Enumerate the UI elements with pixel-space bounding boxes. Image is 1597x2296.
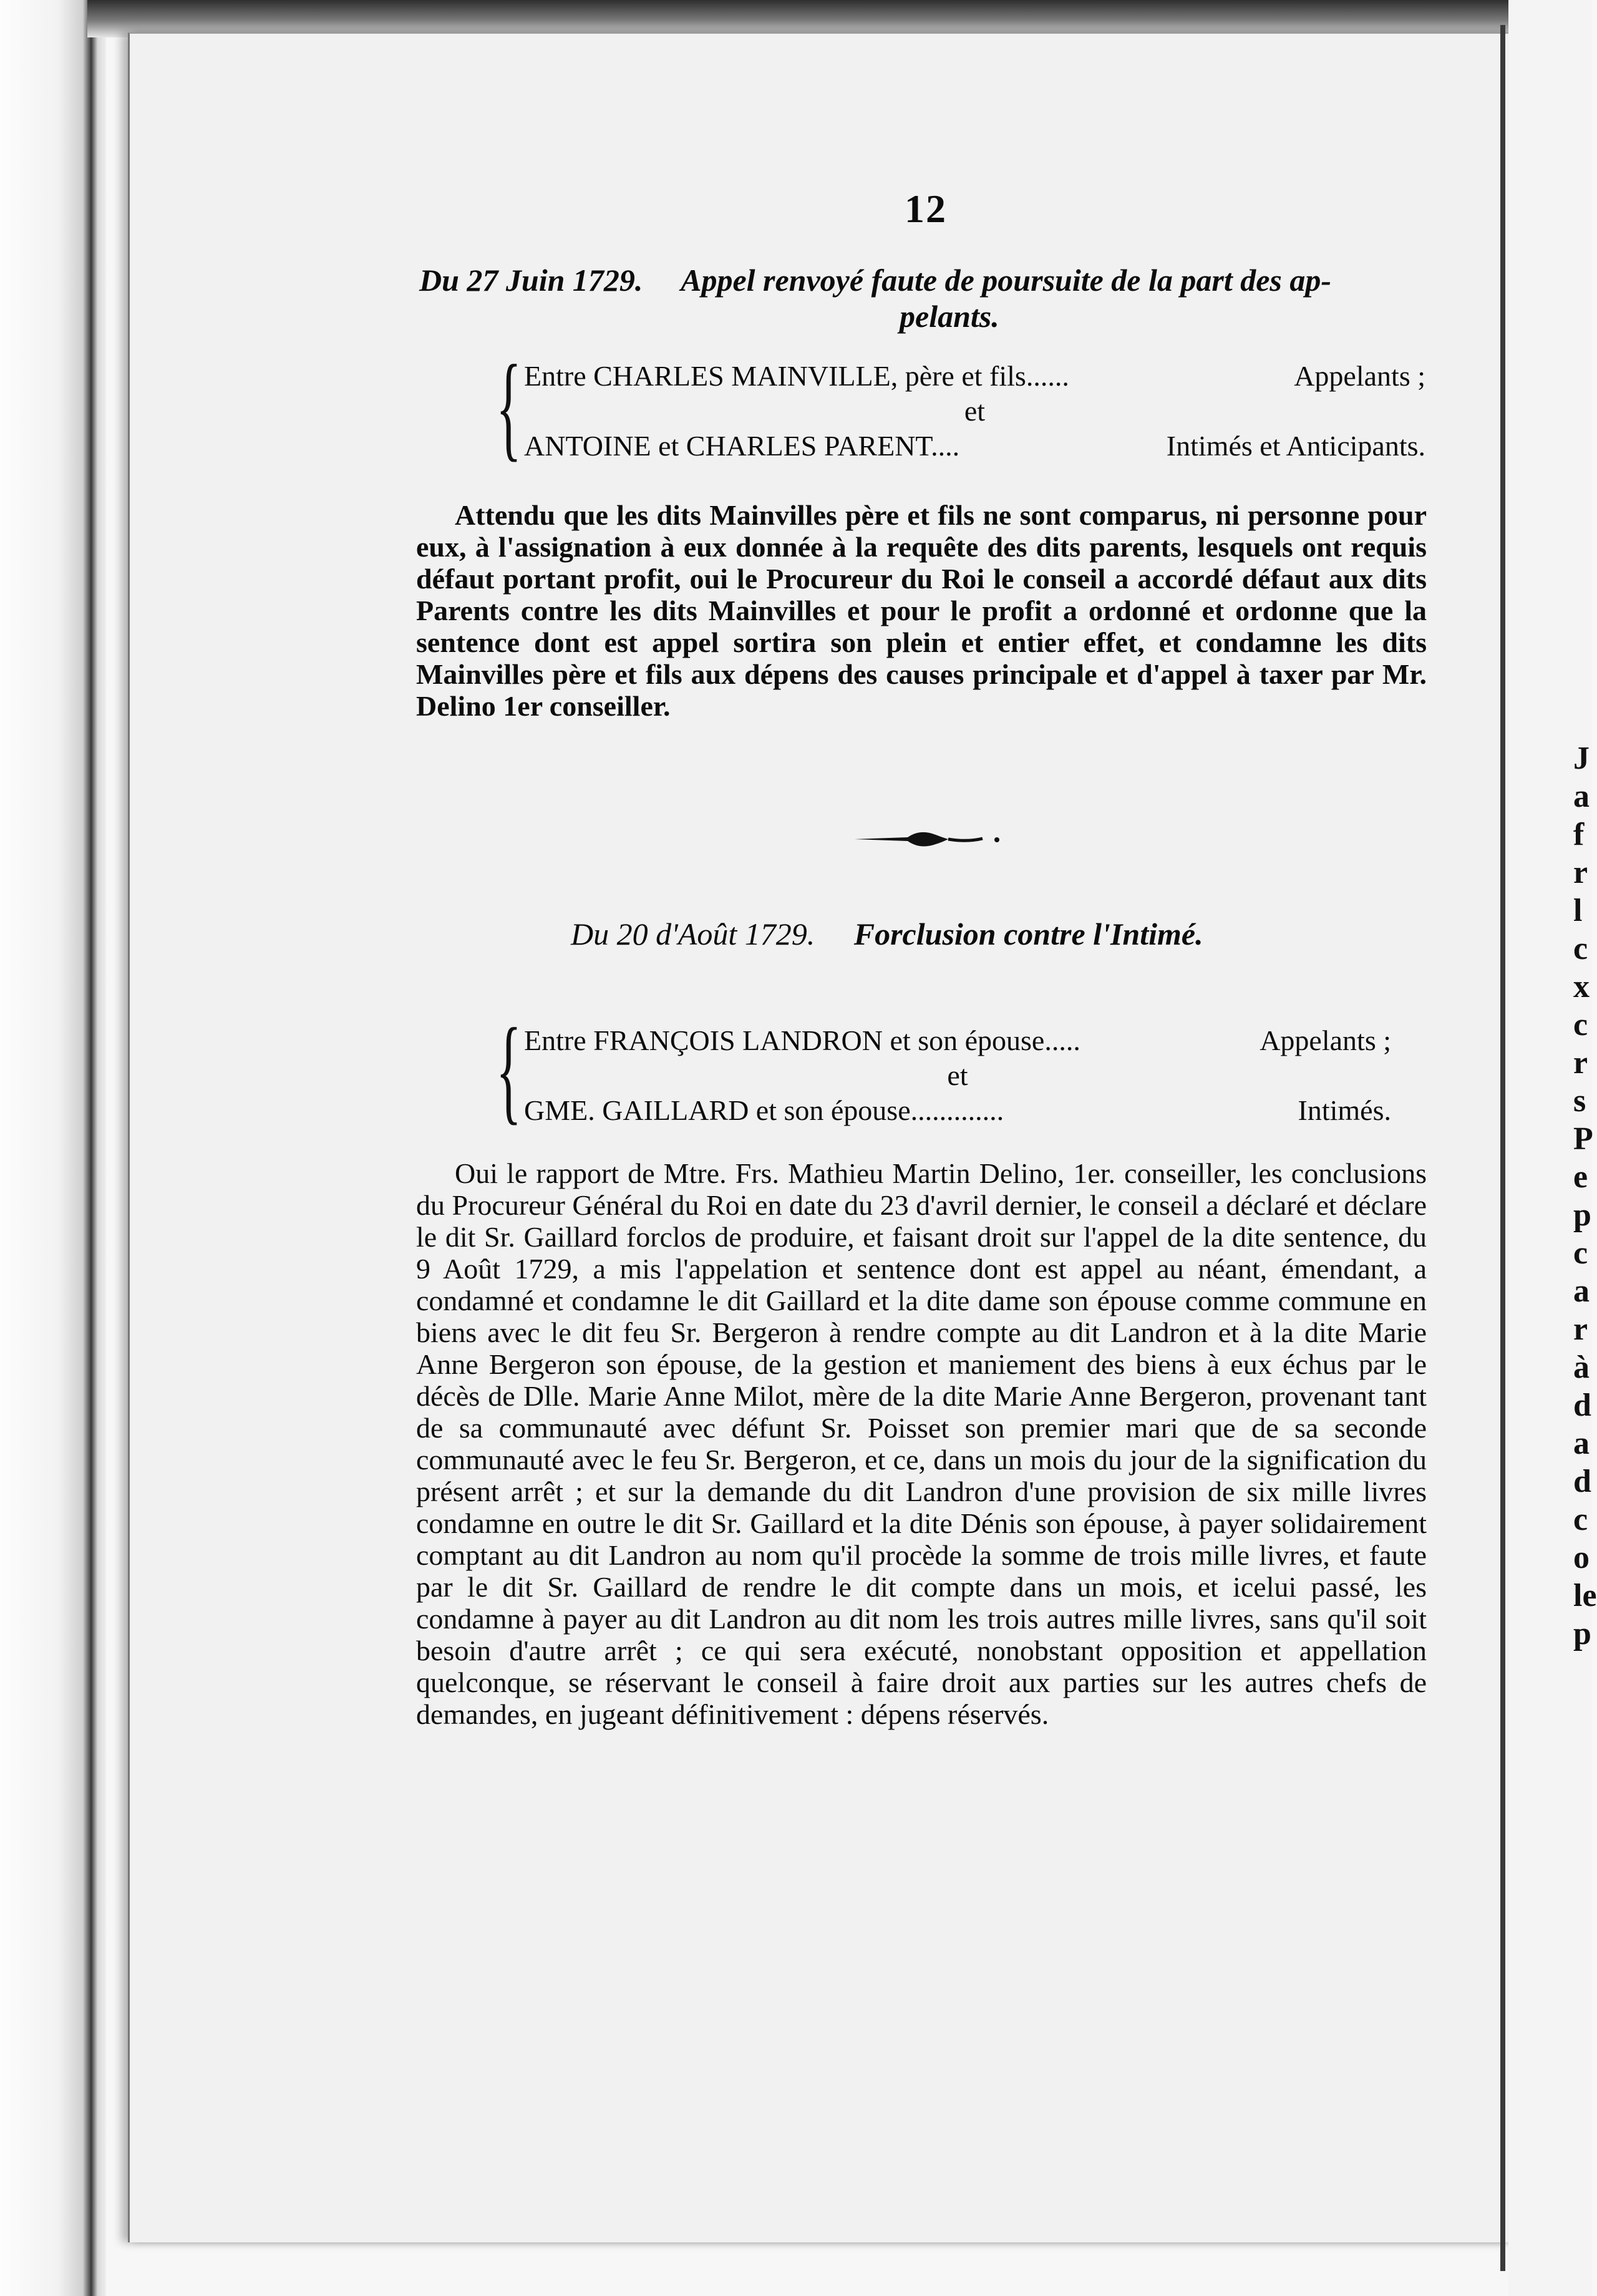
entry-title-continuation: pelants. bbox=[900, 299, 999, 334]
entry-heading bbox=[571, 916, 1382, 952]
judgment-paragraph: Attendu que les dits Mainvilles père et fils ne sont comparus, ni personne pour eux, à l'assignation à eux donnée à la requête des dits parents, lesquels ont requis défaut portant profit, oui le Procureur du Roi le conseil a accordé défaut aux dits Parents contre les dits Mainvilles et pour le profit a ordonné et ordonne que la sentence dont est appel sortira son plein et entier effet, et condamne les dits Mainvilles père et fils aux dépens des causes principale et d'appel à taxer par Mr. Delino 1er conseiller. bbox=[416, 499, 1427, 722]
page-gutter-shadow bbox=[1500, 25, 1505, 2271]
party-name: GME. GAILLARD et son épouse............. bbox=[524, 1094, 1004, 1126]
party-role: Intimés. bbox=[1298, 1094, 1391, 1126]
entry-date: Du 27 Juin 1729. bbox=[419, 263, 643, 298]
section-divider-ornament bbox=[848, 824, 1011, 855]
entry-title: Appel renvoyé faute de poursuite de la part des ap- bbox=[681, 263, 1332, 298]
party-role: Intimés et Anticipants. bbox=[1166, 430, 1425, 462]
adjacent-page-letters: J a f r l c x c r s P e p c a r à d a d c o le p bbox=[1573, 741, 1597, 1651]
party-name: Entre FRANÇOIS LANDRON et son épouse..... bbox=[524, 1024, 1080, 1056]
curly-brace-icon: { bbox=[496, 341, 522, 472]
page-number: 12 bbox=[905, 187, 947, 231]
party-conjunction: et bbox=[947, 1059, 968, 1091]
curly-brace-icon: { bbox=[496, 1004, 522, 1136]
party-respondent bbox=[524, 429, 1425, 464]
party-role: Appelants ; bbox=[1294, 360, 1425, 392]
party-name: ANTOINE et CHARLES PARENT.... bbox=[524, 430, 960, 462]
scan-top-edge bbox=[87, 0, 1510, 37]
party-appellant bbox=[524, 1023, 1391, 1058]
party-role: Appelants ; bbox=[1260, 1024, 1391, 1056]
party-name: Entre CHARLES MAINVILLE, père et fils...... bbox=[524, 360, 1069, 392]
scan-left-edge bbox=[0, 0, 106, 2296]
party-conjunction: et bbox=[964, 395, 986, 427]
entry-title: Forclusion contre l'Intimé. bbox=[853, 917, 1203, 951]
judgment-paragraph: Oui le rapport de Mtre. Frs. Mathieu Martin Delino, 1er. conseiller, les conclusions du Procureur Général du Roi en date du 23 d'avril dernier, le conseil a déclaré et déclare le dit Sr. Gaillard forclos de produire, et faisant droit sur l'appel de la dite sentence, du 9 Août 1729, a mis l'appelation et sentence dont est appel au néant, émendant, a condamné et condamne le dit Gaillard et la dite dame son épouse comme commune en biens avec le dit feu Sr. Bergeron à rendre compte au dit Landron et à la dite Marie Anne Bergeron son épouse, de la gestion et maniement des biens à eux échus par le décès de Dlle. Marie Anne Milot, mère de la dite Marie Anne Bergeron, provenant tant de sa communauté avec défunt Sr. Poisset son premier mari que de sa seconde communauté avec le feu Sr. Bergeron, et ce, dans un mois du jour de la signification du présent arrêt ; et sur la demande du dit Landron d'une provision de six mille livres condamne en outre le dit Sr. Gaillard et la dite Dénis son épouse, à payer solidairement comptant au dit Landron au nom qu'il procède la somme de trois mille livres, et faute par le dit Sr. Gaillard de rendre le dit compte dans un mois, et icelui passé, les condamne à payer au dit Landron au dit nom les trois autres mille livres, sans qu'il soit besoin d'autre arrêt ; ce qui sera exécuté, nonobstant opposition et appellation quelconque, se réservant le conseil à faire droit aux parties sur les autres chefs de demandes, en jugeant définitivement : dépens réservés. bbox=[416, 1157, 1427, 1730]
party-appellant bbox=[524, 359, 1425, 394]
entry-date: Du 20 d'Août 1729. bbox=[571, 917, 815, 951]
entry-heading bbox=[419, 262, 1442, 334]
parties-block bbox=[496, 1004, 1391, 1136]
party-respondent bbox=[524, 1093, 1391, 1128]
parties-block bbox=[496, 341, 1425, 472]
